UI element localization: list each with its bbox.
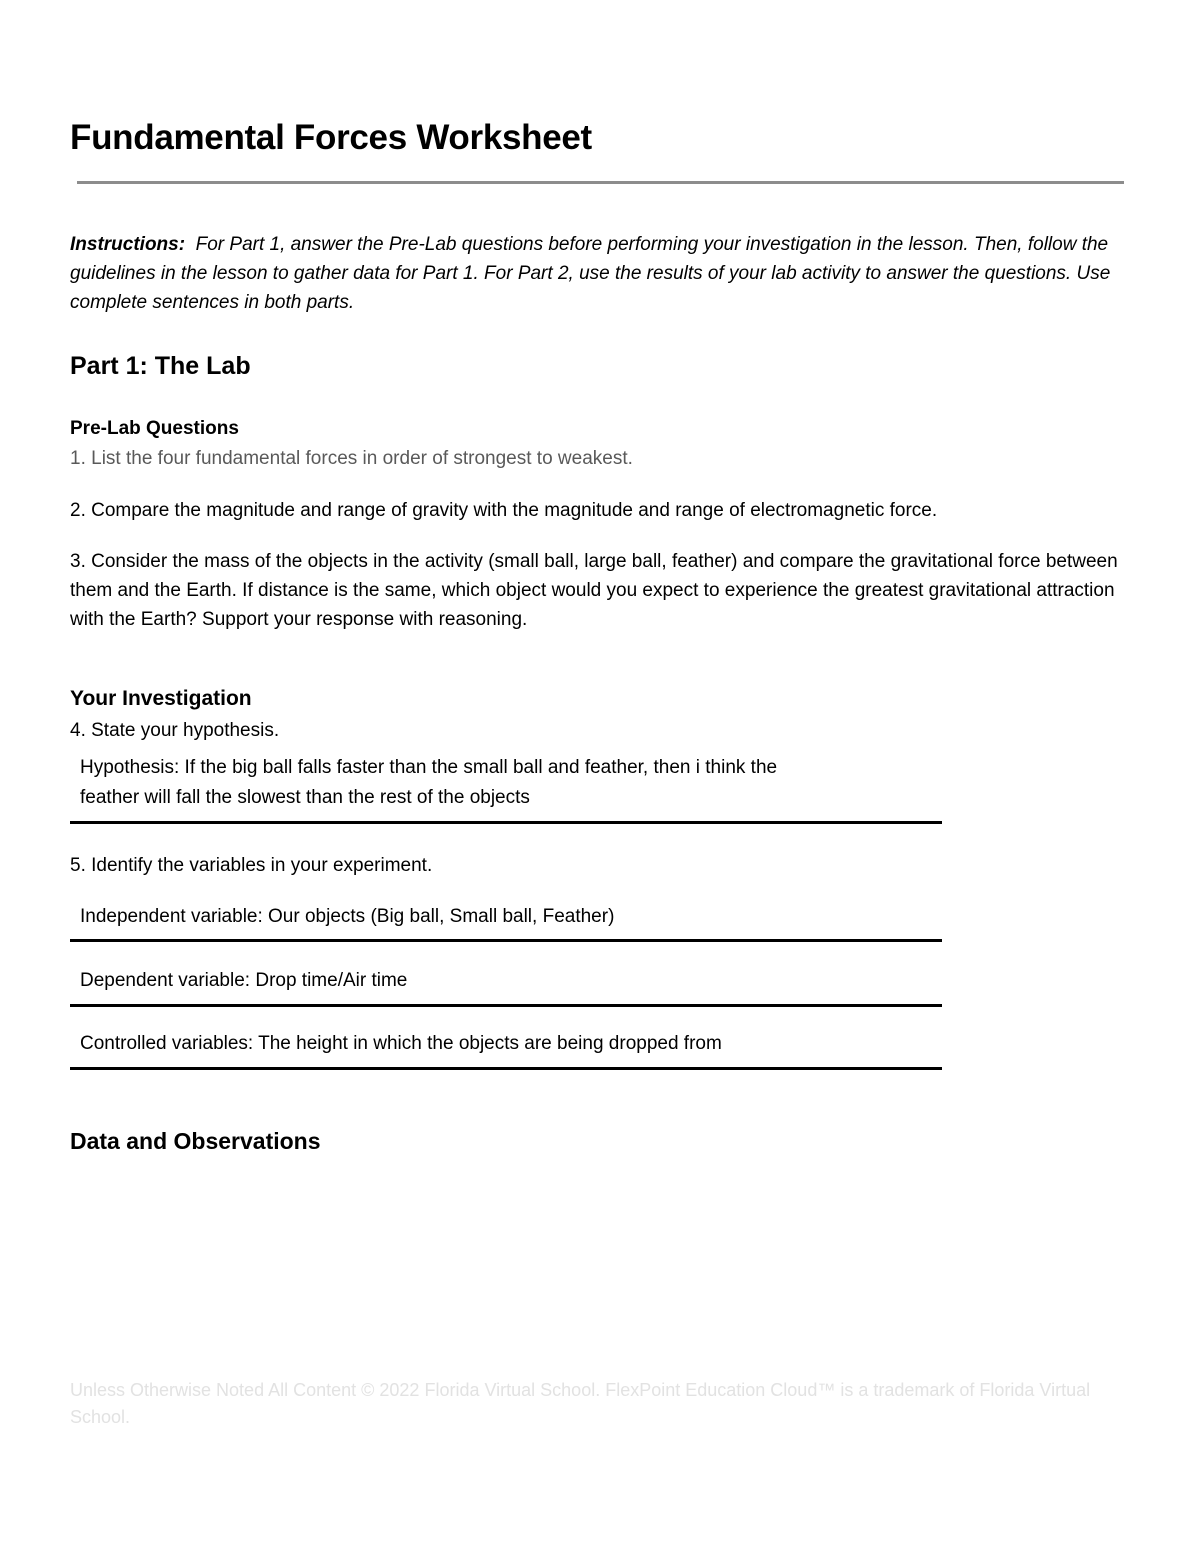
hypothesis-line-2: feather will fall the slowest than the rest of the objects <box>80 787 530 808</box>
copyright-footer: Unless Otherwise Noted All Content © 2022 Florida Virtual School. FlexPoint Education Cloud™ is a trademark of Florida Virtual School. <box>70 1380 1091 1427</box>
instructions-label: Instructions: <box>70 234 186 255</box>
dependent-variable-answer[interactable] <box>70 966 942 1007</box>
hypothesis-line-1: Hypothesis: If the big ball falls faster than the small ball and feather, then i think the <box>80 757 778 778</box>
dependent-variable-text: Dependent variable: Drop time/Air time <box>80 970 408 991</box>
instructions-text: For Part 1, answer the Pre-Lab questions before performing your investigation in the lesson. Then, follow the guidelines in the lesson to gather data for Part 1. For Part 2, use the results of your lab activity to answer the questions. Use complete sentences in both parts. <box>70 234 1111 313</box>
prelab-question-2: 2. Compare the magnitude and range of gravity with the magnitude and range of electromagnetic force. <box>70 500 938 521</box>
data-observations-heading: Data and Observations <box>70 1128 321 1154</box>
independent-variable-answer[interactable] <box>70 902 942 942</box>
controlled-variables-text: Controlled variables: The height in which the objects are being dropped from <box>80 1033 722 1054</box>
prelab-question-3: 3. Consider the mass of the objects in the activity (small ball, large ball, feather) and compare the gravitational force between them and the Earth. If distance is the same, which object would you expect to experience the greatest gravitational attraction with the Earth? Support your response with reasoning. <box>70 551 1118 630</box>
independent-variable-text: Independent variable: Our objects (Big ball, Small ball, Feather) <box>80 906 615 927</box>
hypothesis-answer[interactable] <box>70 753 942 824</box>
page-title: Fundamental Forces Worksheet <box>70 118 592 157</box>
prelab-heading: Pre-Lab Questions <box>70 418 239 439</box>
prelab-question-1: 1. List the four fundamental forces in order of strongest to weakest. <box>70 448 633 469</box>
part1-heading: Part 1: The Lab <box>70 352 251 380</box>
investigation-heading: Your Investigation <box>70 687 252 710</box>
instructions-paragraph <box>70 230 1140 317</box>
title-divider <box>77 181 1124 184</box>
controlled-variables-answer[interactable] <box>70 1029 942 1070</box>
investigation-question-5: 5. Identify the variables in your experiment. <box>70 855 433 876</box>
investigation-question-4: 4. State your hypothesis. <box>70 720 280 741</box>
